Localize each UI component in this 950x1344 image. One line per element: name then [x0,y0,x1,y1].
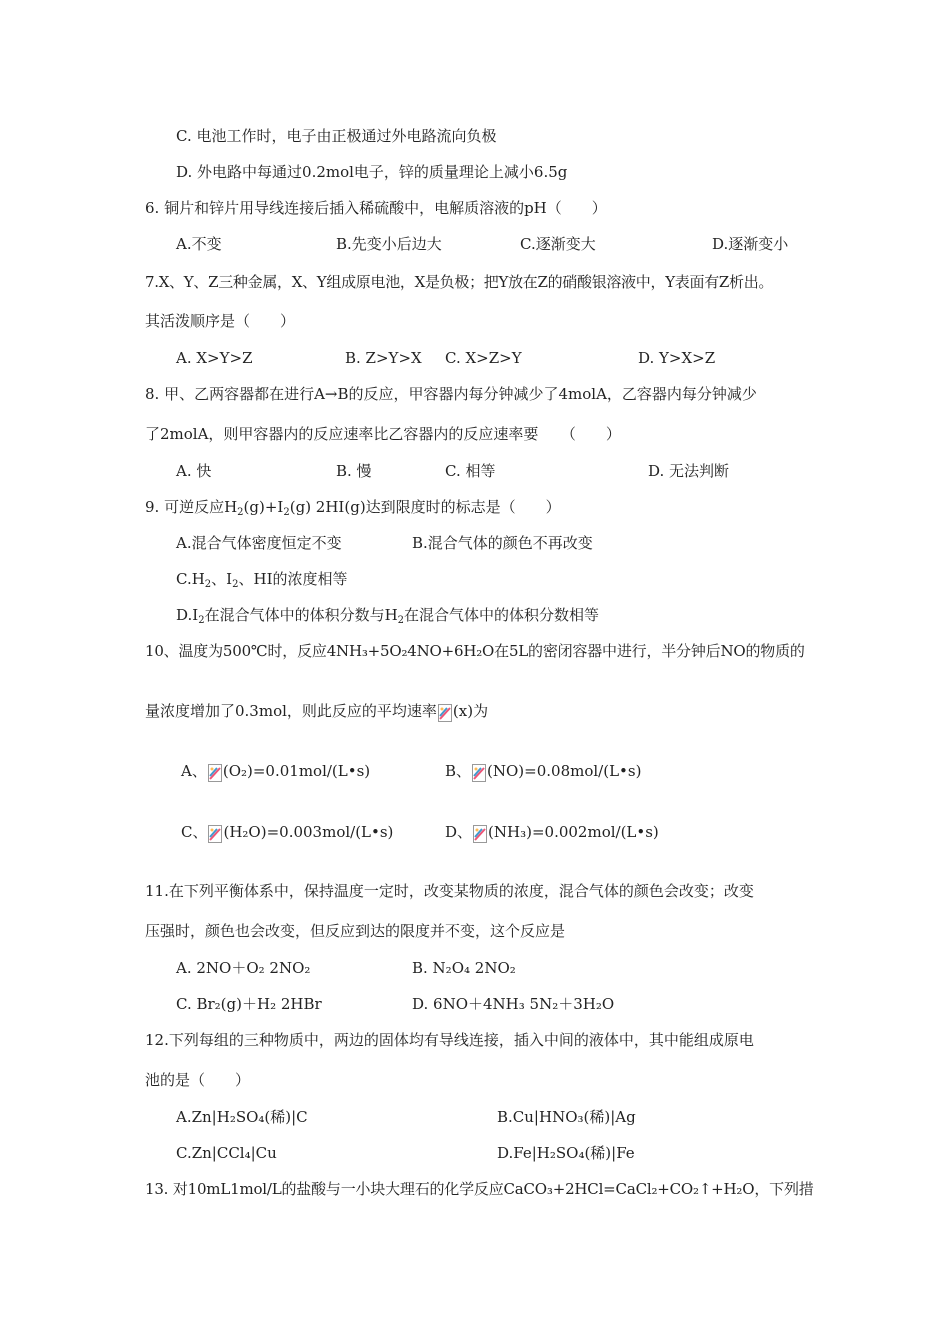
q9-sub-2: 2 [283,507,290,518]
q9-sub-1: 2 [237,507,244,518]
q9c-text-3: 、HI的浓度相等 [238,570,348,588]
q9c-text-2: 、I [211,570,233,588]
q11-option-d: D. 6NO＋4NH₃ 5N₂＋3H₂O [412,995,615,1013]
q12-option-c: C.Zn|CCl₄|Cu [176,1144,277,1162]
q10c-text: (H₂O)=0.003mol/(L•s) [223,823,394,841]
q11-option-a: A. 2NO＋O₂ 2NO₂ [176,959,311,977]
q9-option-c [176,569,348,589]
q9c-sub-1: 2 [204,579,212,590]
question-8: 8. 甲、乙两容器都在进行A→B的反应，甲容器内每分钟减少了4molA，乙容器内每分钟减少 [145,385,757,403]
question-13: 13. 对10mL1mol/L的盐酸与一小块大理石的化学反应CaCO₃+2HCl=CaCl₂+CO₂↑+H₂O，下列措 [145,1180,814,1198]
q7-option-b: B. Z>Y>X [345,349,422,367]
q8-option-d: D. 无法判断 [648,462,730,480]
q9-text-2: (g)+I [243,498,284,516]
question-11: 11.在下列平衡体系中，保持温度一定时，改变某物质的浓度，混合气体的颜色会改变；改变 [145,882,754,900]
q10-text-2: (x)为 [452,702,489,720]
q12-option-a: A.Zn|H₂SO₄(稀)|C [176,1108,308,1126]
q10b-label: B、 [445,762,472,780]
q7-option-c: C. X>Z>Y [445,349,522,367]
question-6: 6. 铜片和锌片用导线连接后插入稀硫酸中，电解质溶液的pH（ ） [145,199,607,217]
q9c-text-1: C.H [176,570,205,588]
q10-option-a [181,761,370,782]
question-12-cont: 池的是（ ） [145,1071,251,1089]
q12-option-d: D.Fe|H₂SO₄(稀)|Fe [497,1144,635,1162]
q7-option-d: D. Y>X>Z [638,349,716,367]
q9-text-1: 9. 可逆反应H [145,498,238,516]
q6-option-d: D.逐渐变小 [712,235,789,253]
q10d-label: D、 [445,823,473,841]
q9-option-b: B.混合气体的颜色不再改变 [412,534,593,552]
q10a-text: (O₂)=0.01mol/(L•s) [222,762,371,780]
q10b-text: (NO)=0.08mol/(L•s) [487,762,642,780]
question-12: 12.下列每组的三种物质中，两边的固体均有导线连接，插入中间的液体中，其中能组成原电 [145,1031,754,1049]
broken-image-icon [438,704,452,722]
question-11-cont: 压强时，颜色也会改变，但反应到达的限度并不变，这个反应是 [145,922,566,940]
q6-option-b: B.先变小后边大 [336,235,442,253]
question-7: 7.X、Y、Z三种金属，X、Y组成原电池，X是负极；把Y放在Z的硝酸银溶液中，Y表面有Z析出。 [145,273,774,291]
q10-option-d [445,822,659,843]
q9d-sub-1: 2 [198,615,205,626]
broken-image-icon [208,764,222,782]
q12-option-b: B.Cu|HNO₃(稀)|Ag [497,1108,636,1126]
broken-image-icon [208,825,222,843]
q8-option-c: C. 相等 [445,462,496,480]
q9d-text-1: D.I [176,606,199,624]
option-c-line: C. 电池工作时，电子由正极通过外电路流向负极 [176,127,497,145]
q10-text-1: 量浓度增加了0.3mol，则此反应的平均速率 [145,702,437,720]
q9d-text-3: 在混合气体中的体积分数相等 [404,606,600,624]
q9c-sub-2: 2 [232,579,239,590]
question-10-cont [145,701,488,722]
q10-option-b [445,761,641,782]
broken-image-icon [472,764,486,782]
option-d-line: D. 外电路中每通过0.2mol电子，锌的质量理论上减小6.5g [176,163,568,181]
q6-option-c: C.逐渐变大 [520,235,596,253]
q7-option-a: A. X>Y>Z [176,349,253,367]
q9-text-3: (g) 2HI(g)达到限度时的标志是（ ） [289,498,561,516]
question-9 [145,497,561,517]
q9-option-d [176,605,599,625]
question-7-cont: 其活泼顺序是（ ） [145,312,296,330]
q10c-label: C、 [181,823,208,841]
q10a-label: A、 [181,762,207,780]
q9d-text-2: 在混合气体中的体积分数与H [204,606,398,624]
question-8-cont: 了2molA，则甲容器内的反应速率比乙容器内的反应速率要 （ ） [145,425,621,443]
q8-option-b: B. 慢 [336,462,372,480]
q6-option-a: A.不变 [176,235,222,253]
q9-option-a: A.混合气体密度恒定不变 [176,534,342,552]
question-10: 10、温度为500℃时，反应4NH₃+5O₂4NO+6H₂O在5L的密闭容器中进行，半分钟后NO的物质的 [145,642,805,660]
q11-option-c: C. Br₂(g)＋H₂ 2HBr [176,995,322,1013]
broken-image-icon [473,825,487,843]
q10d-text: (NH₃)=0.002mol/(L•s) [488,823,659,841]
q9d-sub-2: 2 [397,615,405,626]
q10-option-c [181,822,393,843]
q8-option-a: A. 快 [176,462,212,480]
q11-option-b: B. N₂O₄ 2NO₂ [412,959,516,977]
